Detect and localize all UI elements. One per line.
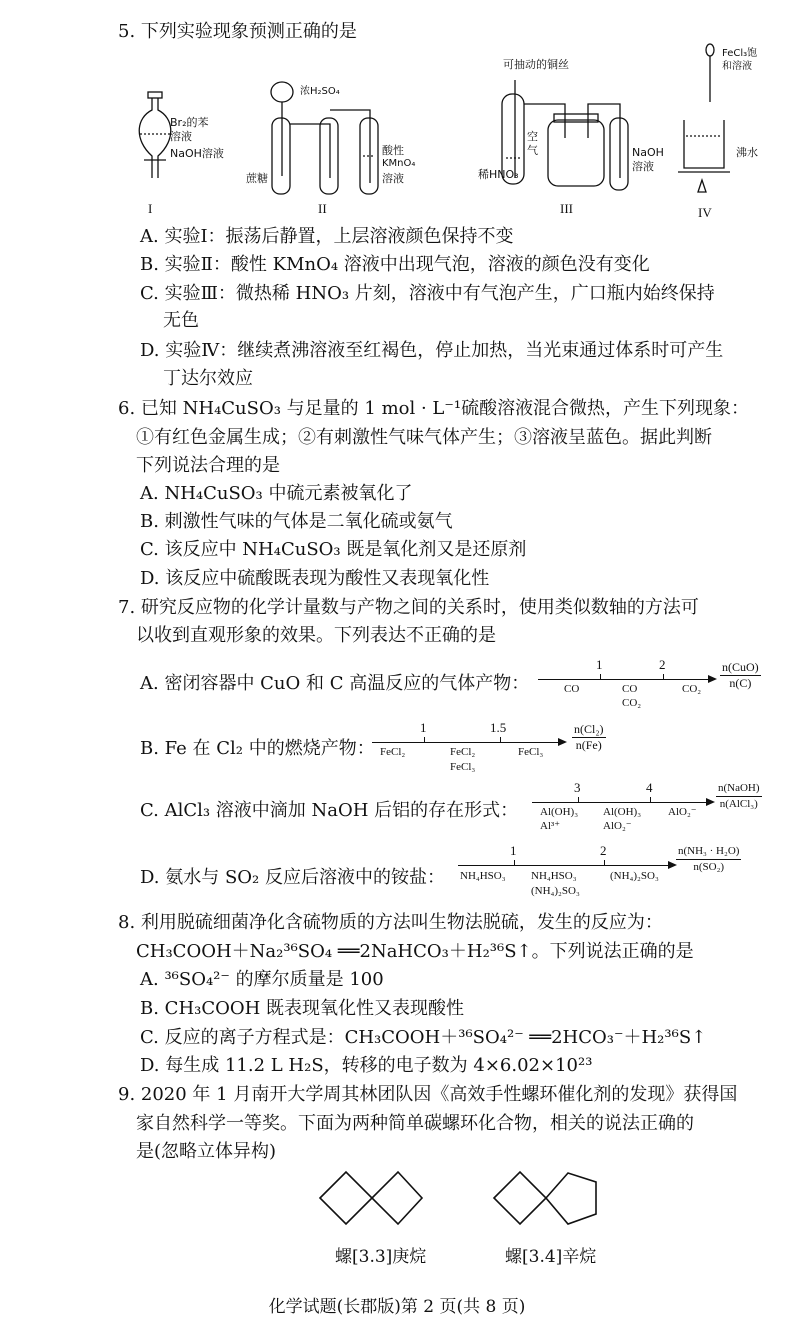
fig2-sucrose-label: 蔗糖 (246, 172, 268, 185)
q7d-product-2a: NH₄HSO₃ (531, 870, 577, 882)
q7a-product-3: CO₂ (682, 683, 702, 695)
fig3-air-label-2: 气 (527, 144, 538, 157)
q7-option-d: D. 氨水与 SO₂ 反应后溶液中的铵盐： (140, 867, 445, 888)
q8-stem-line1: 8. 利用脱硫细菌净化含硫物质的方法叫生物法脱硫，发生的反应为： (118, 912, 663, 933)
q7d-ratio: $\frac{\text{n(NH₃ · H₂O)}}{\text{n(SO₂)}}$ (678, 845, 740, 873)
q7c-arrow (706, 798, 715, 806)
q7-option-c: C. AlCl₃ 溶液中滴加 NaOH 后铝的存在形式： (140, 800, 519, 821)
q8-option-b: B. CH₃COOH 既表现氧化性又表现酸性 (140, 998, 465, 1019)
q7d-product-1: NH₄HSO₃ (460, 870, 506, 882)
q7c-product-2a: Al(OH)₃ (603, 806, 642, 818)
q7a-tick-1: 1 (596, 657, 603, 672)
q7c-ratio: n(NaOH) n(AlCl₃) (718, 782, 760, 810)
q7a-product-2b: CO₂ (622, 697, 642, 709)
separatory-funnel-icon (139, 98, 171, 178)
q7d-number-line (458, 865, 670, 866)
q7-stem-line1: 7. 研究反应物的化学计量数与产物之间的关系时，使用类似数轴的方法可 (118, 597, 699, 618)
q7c-product-1a: Al(OH)₃ (540, 806, 579, 818)
q7d-product-3: (NH₄)₂SO₃ (610, 870, 659, 882)
fig3-naoh-label-2: 溶液 (632, 160, 654, 173)
q7c-tick-1: 3 (574, 780, 581, 795)
q7b-ratio: $\frac{\text{n(Cl₂)}}{n(Fe)}$ (574, 722, 604, 752)
q5-option-d-line2: 丁达尔效应 (163, 368, 253, 389)
q6-stem-line1: 6. 已知 NH₄CuSO₃ 与足量的 1 mol · L⁻¹硫酸溶液混合微热，产生下列现象： (118, 398, 750, 419)
q7b-arrow (558, 738, 567, 746)
spiro-3-4-name: 螺[3.4]辛烷 (505, 1247, 597, 1267)
q6-option-a: A. NH₄CuSO₃ 中硫元素被氧化了 (140, 483, 413, 504)
figure-label-II: II (318, 201, 327, 216)
q9-stem-line3: 是(忽略立体异构) (136, 1141, 277, 1162)
q7d-tick-1: 1 (510, 843, 517, 858)
q5-stem: 5. 下列实验现象预测正确的是 (118, 21, 357, 42)
fig4-fecl3-label-2: 和溶液 (722, 61, 752, 72)
fig2-kmno4-label-2: KMnO₄ (382, 158, 416, 169)
fig2-kmno4-label-1: 酸性 (382, 144, 404, 157)
spiro-3-3-name: 螺[3.3]庚烷 (335, 1247, 427, 1267)
fig3-air-label-1: 空 (527, 130, 538, 143)
q7b-product-1: FeCl₂ (380, 746, 406, 758)
q6-option-c: C. 该反应中 NH₄CuSO₃ 既是氧化剂又是还原剂 (140, 539, 527, 560)
q7c-product-2b: AlO₂⁻ (603, 820, 632, 832)
figure-label-III: III (560, 201, 573, 216)
figure-label-IV: IV (698, 205, 712, 220)
page-footer: 化学试题(长郡版)第 2 页(共 8 页) (268, 1297, 526, 1317)
q7b-product-2a: FeCl₂ (450, 746, 476, 758)
q7b-tick-2: 1.5 (490, 720, 507, 735)
q8-stem-line2: CH₃COOH＋Na₂³⁶SO₄ ══2NaHCO₃＋H₂³⁶S↑。下列说法正确的是 (136, 941, 694, 962)
q8-option-d: D. 每生成 11.2 L H₂S，转移的电子数为 4×6.02×10²³ (140, 1055, 593, 1076)
fig3-wire-label: 可抽动的铜丝 (503, 58, 569, 71)
figure-label-I: I (148, 201, 153, 216)
fig1-label-2: 溶液 (170, 130, 192, 143)
q7a-tick-2: 2 (659, 657, 666, 672)
q7a-number-line (538, 679, 710, 680)
spiro-3-4-octane-structure (492, 1168, 608, 1230)
q9-stem-line2: 家自然科学一等奖。下面为两种简单碳螺环化合物，相关的说法正确的 (136, 1113, 694, 1134)
q7c-product-3: AlO₂⁻ (668, 806, 697, 818)
q7c-product-1b: Al³⁺ (540, 820, 561, 832)
q7-option-b: B. Fe 在 Cl₂ 中的燃烧产物： (140, 738, 375, 759)
q5-option-c-line2: 无色 (163, 310, 199, 331)
q7a-product-2a: CO (622, 683, 638, 695)
fig1-label-3: NaOH溶液 (170, 147, 224, 160)
fig3-hno3-label: 稀HNO₃ (478, 168, 519, 181)
q6-stem-line3: 下列说法合理的是 (136, 455, 280, 476)
q5-option-b: B. 实验Ⅱ：酸性 KMnO₄ 溶液中出现气泡，溶液的颜色没有变化 (140, 254, 650, 275)
q6-option-d: D. 该反应中硫酸既表现为酸性又表现氧化性 (140, 568, 490, 589)
q6-option-b: B. 刺激性气味的气体是二氧化硫或氨气 (140, 511, 453, 532)
q7-option-a: A. 密闭容器中 CuO 和 C 高温反应的气体产物： (140, 673, 530, 694)
fig1-label-1: Br₂的苯 (170, 116, 209, 129)
q7c-number-line (532, 802, 708, 803)
q9-stem-line1: 9. 2020 年 1 月南开大学周其林团队因《高效手性螺环催化剂的发现》获得国 (118, 1084, 738, 1105)
fig2-acid-label: 浓H₂SO₄ (300, 86, 340, 97)
q7-stem-line2: 以收到直观形象的效果。下列表达不正确的是 (136, 625, 496, 646)
spiro-3-3-heptane-structure (318, 1168, 424, 1228)
q8-option-c: C. 反应的离子方程式是：CH₃COOH＋³⁶SO₄²⁻ ══2HCO₃⁻＋H₂³⁶S↑ (140, 1027, 707, 1048)
q5-option-d-line1: D. 实验Ⅳ：继续煮沸溶液至红褐色，停止加热，当光束通过体系时可产生 (140, 340, 724, 361)
q5-apparatus-figure (130, 48, 690, 223)
fig4-water-label: 沸水 (736, 146, 758, 159)
q7b-number-line (372, 742, 560, 743)
q8-option-a: A. ³⁶SO₄²⁻ 的摩尔质量是 100 (140, 969, 384, 990)
q7a-product-1: CO (564, 683, 580, 695)
q7b-product-2b: FeCl₃ (450, 761, 476, 773)
q7c-tick-2: 4 (646, 780, 653, 795)
fig3-naoh-label-1: NaOH (632, 146, 664, 159)
q7b-product-3: FeCl₃ (518, 746, 544, 758)
q5-option-c-line1: C. 实验Ⅲ：微热稀 HNO₃ 片刻，溶液中有气泡产生，广口瓶内始终保持 (140, 283, 715, 304)
q7a-arrow (708, 675, 717, 683)
q6-stem-line2: ①有红色金属生成；②有刺激性气味气体产生；③溶液呈蓝色。据此判断 (136, 427, 712, 448)
q7b-tick-1: 1 (420, 720, 427, 735)
q7d-product-2b: (NH₄)₂SO₃ (531, 885, 580, 897)
q5-option-a: A. 实验Ⅰ：振荡后静置，上层溶液颜色保持不变 (140, 226, 514, 247)
q7a-ratio: n(CuO) n(C) (722, 660, 759, 690)
q7d-tick-2: 2 (600, 843, 607, 858)
fig4-fecl3-label-1: FeCl₃饱 (722, 48, 758, 59)
fig2-kmno4-label-3: 溶液 (382, 172, 404, 185)
